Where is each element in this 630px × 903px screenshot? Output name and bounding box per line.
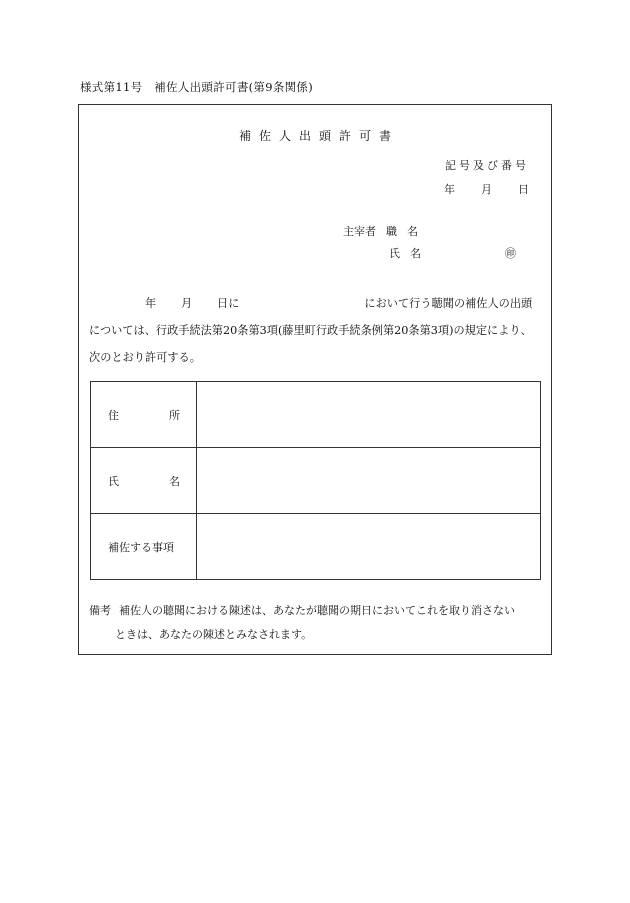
body-year: 年: [145, 297, 157, 310]
matters-label: 補佐する事項: [91, 514, 197, 580]
name-label-a: 氏: [389, 247, 400, 260]
date-year: 年: [444, 183, 455, 196]
name-label-b: 名: [410, 247, 421, 260]
matters-field: [197, 514, 541, 580]
assistant-name-label: 氏 名: [91, 448, 197, 514]
seal-mark: ㊞: [505, 247, 516, 260]
remark-head: 備考: [89, 604, 111, 617]
form-number: 様式第11号 補佐人出頭許可書(第9条関係): [80, 80, 314, 94]
address-label: 住 所: [91, 382, 197, 448]
table-row-address: [91, 382, 541, 448]
body-day: 日に: [217, 297, 240, 310]
remark-section: [89, 599, 543, 647]
date-month: 月: [481, 183, 492, 196]
assistant-name-field: [197, 448, 541, 514]
body-line-1: [89, 290, 539, 317]
body-line-1-rest: において行う聴聞の補佐人の出頭: [364, 297, 533, 310]
issuer-label: 主宰者: [343, 225, 376, 238]
date-day: 日: [518, 183, 529, 196]
reference-number-label: 記号及び番号: [445, 159, 529, 172]
document-title: 補佐人出頭許可書: [238, 129, 399, 143]
body-line-3: 次のとおり許可する。: [89, 351, 201, 364]
issue-date-line: [444, 181, 529, 197]
body-line-2: については、行政手続法第20条第3項(藤里町行政手続条例第20条第3項)の規定により、: [89, 324, 532, 337]
table-row-name: [91, 448, 541, 514]
permit-body-text: [89, 290, 539, 371]
issuer-name-line: [389, 245, 516, 261]
issuer-title-suffix: 名: [407, 225, 418, 238]
permit-document-frame: [78, 104, 552, 655]
table-row-matters: [91, 514, 541, 580]
issuer-line: [343, 223, 418, 239]
assistant-details-table: [90, 381, 541, 580]
remark-line-2: ときは、あなたの陳述とみなされます。: [115, 628, 313, 641]
address-field: [197, 382, 541, 448]
issuer-title-label: 職: [386, 225, 397, 238]
remark-line-1: 備考 補佐人の聴聞における陳述は、あなたが聴聞の期日においてこれを取り消さない: [89, 604, 515, 617]
body-month: 月: [181, 297, 193, 310]
